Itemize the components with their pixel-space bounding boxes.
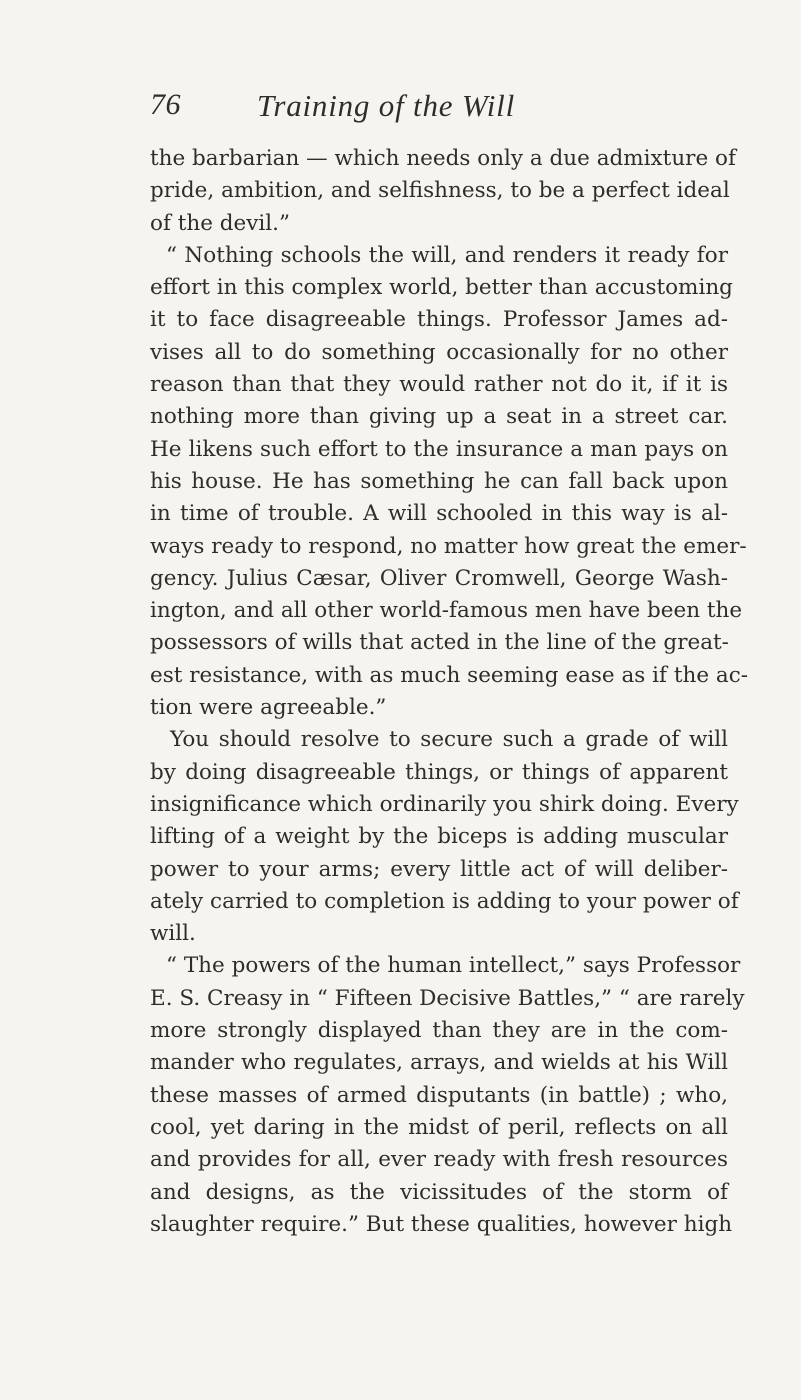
text-line: mander who regulates, arrays, and wields at his Will (150, 1050, 728, 1076)
text-line: ington, and all other world-famous men have been the (150, 598, 743, 624)
text-line: reason than that they would rather not do it, if it is (150, 372, 728, 398)
text-line: ately carried to completion is adding to your power of (150, 888, 739, 914)
text-line: effort in this complex world, better than accustoming (150, 275, 733, 301)
text-line: slaughter require.” But these qualities, however high (150, 1211, 733, 1237)
text-line: and designs, as the vicissitudes of the storm of (150, 1179, 728, 1205)
text-line: will. (150, 921, 196, 947)
running-head: Training of the Will (257, 88, 516, 123)
text-line: these masses of armed disputants (in battle) ; who, (150, 1082, 728, 1108)
text-line: in time of trouble. A will schooled in this way is al- (150, 501, 728, 527)
text-line: cool, yet daring in the midst of peril, reflects on all (150, 1114, 728, 1140)
body-text (150, 143, 749, 1241)
text-line: power to your arms; every little act of will deliber- (150, 856, 728, 882)
text-line: vises all to do something occasionally for no other (150, 339, 728, 365)
text-line: He likens such effort to the insurance a man pays on (150, 436, 728, 462)
text-line: est resistance, with as much seeming ease as if the ac- (150, 662, 749, 688)
page-number: 76 (150, 88, 181, 121)
page-header (150, 88, 710, 132)
text-line: ways ready to respond, no matter how great the emer- (150, 533, 747, 559)
text-line: the barbarian — which needs only a due admixture of (150, 146, 736, 171)
text-line: nothing more than giving up a seat in a street car. (150, 404, 728, 430)
text-line: tion were agreeable.” (150, 695, 387, 721)
text-line: You should resolve to secure such a grade of will (170, 727, 728, 753)
text-line: by doing disagreeable things, or things of apparent (150, 759, 728, 785)
text-line: and provides for all, ever ready with fresh resources (150, 1147, 728, 1173)
text-line: lifting of a weight by the biceps is adding muscular (150, 824, 728, 850)
text-line: possessors of wills that acted in the line of the great- (150, 630, 729, 656)
text-line: more strongly displayed than they are in the com- (150, 1018, 728, 1044)
text-line: of the devil.” (150, 210, 290, 236)
text-line: “ The powers of the human intellect,” says Professor (166, 953, 741, 979)
text-line: pride, ambition, and selfishness, to be a perfect ideal (150, 178, 730, 204)
text-line: insignificance which ordinarily you shirk doing. Every (150, 791, 739, 817)
text-line: it to face disagreeable things. Professor James ad- (150, 307, 728, 333)
text-line: gency. Julius Cæsar, Oliver Cromwell, George Wash- (150, 565, 728, 591)
text-line: “ Nothing schools the will, and renders it ready for (166, 242, 728, 268)
text-line: E. S. Creasy in “ Fifteen Decisive Battles,” “ are rarely (150, 985, 745, 1011)
text-line: his house. He has something he can fall back upon (150, 468, 728, 494)
